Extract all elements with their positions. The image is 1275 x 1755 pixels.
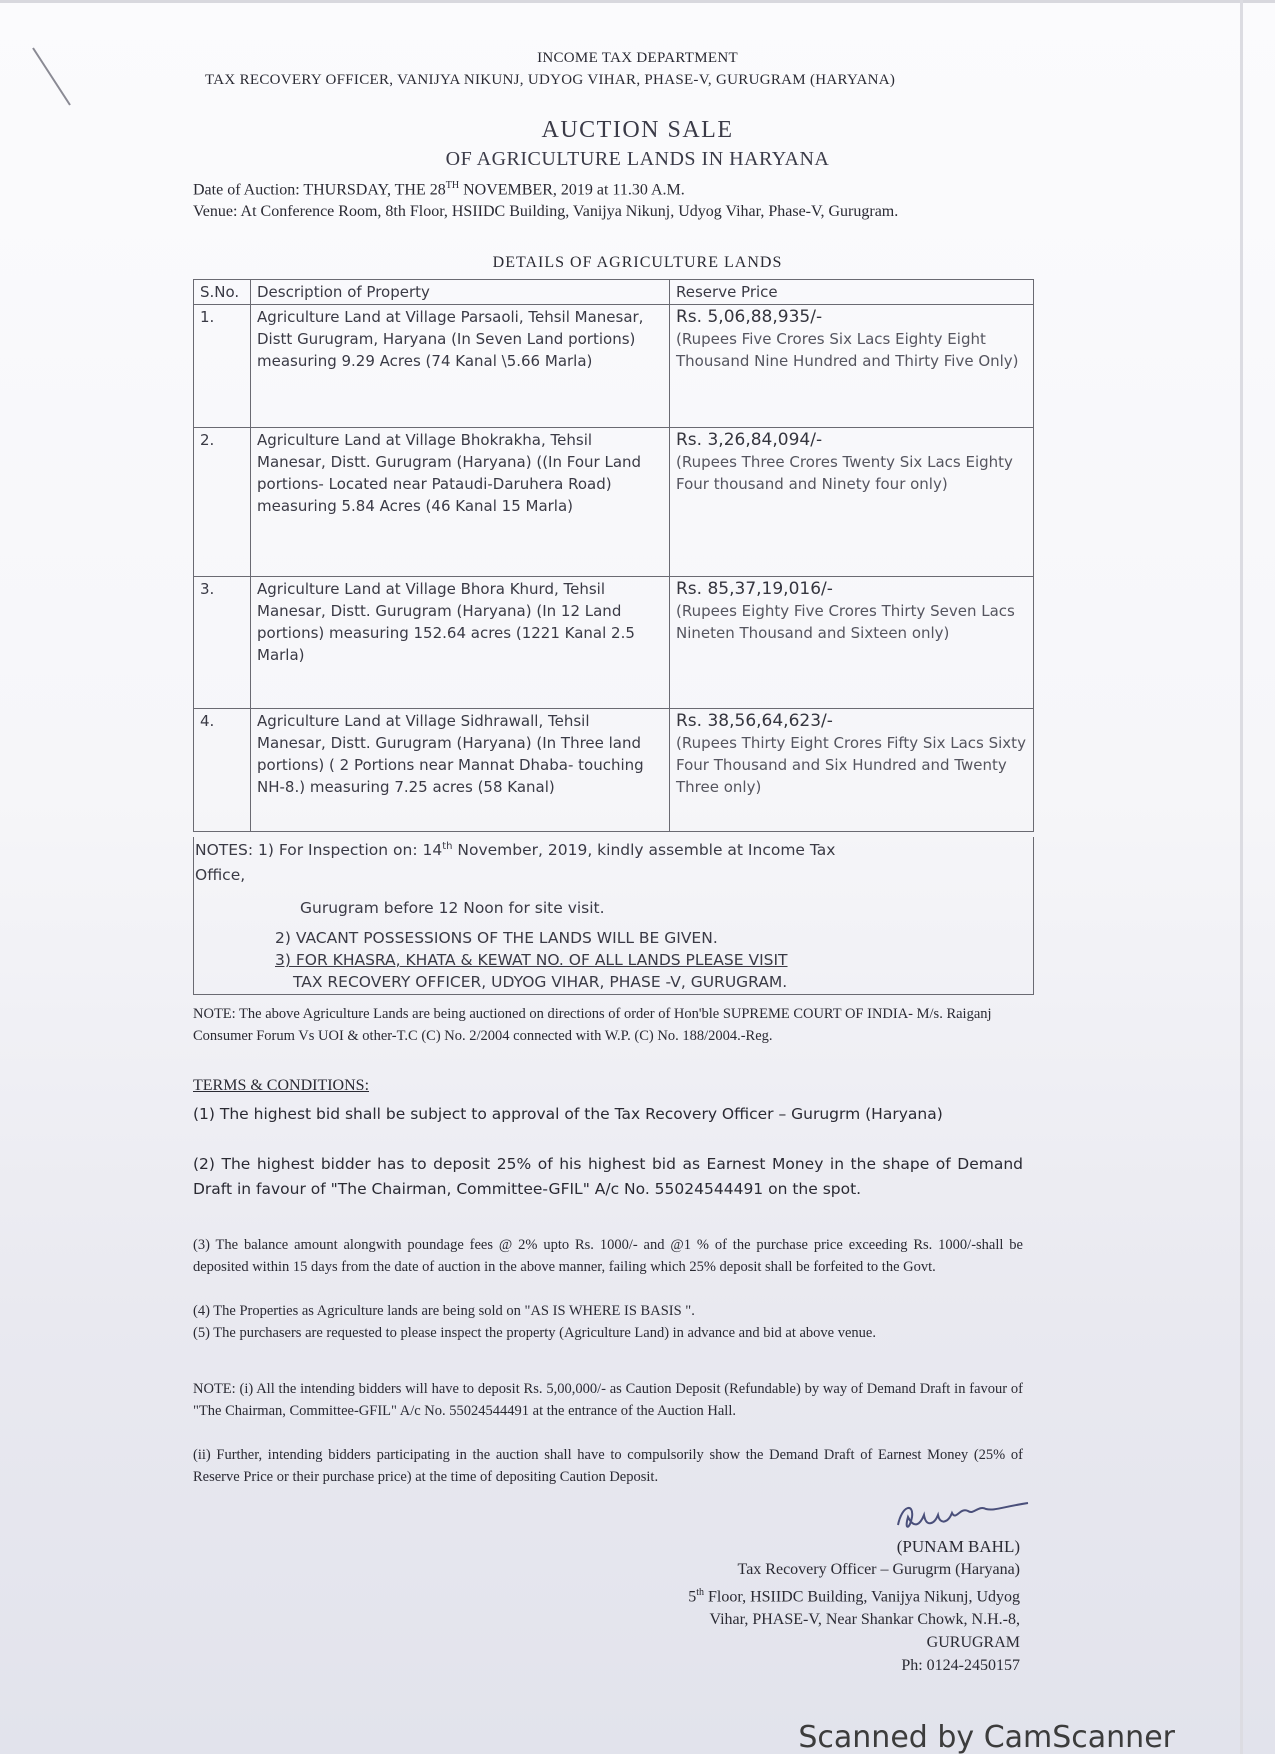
table-header-row xyxy=(194,280,1034,305)
handwritten-signature xyxy=(890,1495,1040,1540)
deposit-note-ii: (ii) Further, intending bidders participating in the auction shall have to compulsorily show the Demand Draft of Earnest Money (25% of Reserve Price or their purchase price) at the time of depositing Caution Deposit. xyxy=(193,1447,1023,1485)
note-1-continued: Office, xyxy=(195,866,246,884)
department-name: INCOME TAX DEPARTMENT xyxy=(537,50,738,66)
signatory-address-2: Vihar, PHASE-V, Near Shankar Chowk, N.H.-8, xyxy=(709,1611,1020,1629)
reserve-price-words: (Rupees Three Crores Twenty Six Lacs Eighty Four thousand and Ninety four only) xyxy=(676,453,1013,493)
row-sno: 3. xyxy=(194,577,251,709)
page-subtitle: OF AGRICULTURE LANDS IN HARYANA xyxy=(445,148,830,170)
term-4: (4) The Properties as Agriculture lands are being sold on "AS IS WHERE IS BASIS ". xyxy=(193,1303,695,1319)
note-1: NOTES: 1) For Inspection on: 14th November, 2019, kindly assemble at Income Tax xyxy=(195,841,836,860)
reserve-price: Rs. 38,56,64,623/- xyxy=(676,711,833,731)
header-sno: S.No. xyxy=(194,280,251,305)
note-3: 3) FOR KHASRA, KHATA & KEWAT NO. OF ALL LANDS PLEASE VISIT xyxy=(275,951,788,969)
auction-date: Date of Auction: THURSDAY, THE 28TH NOVEMBER, 2019 at 11.30 A.M. xyxy=(193,180,685,199)
notes-box xyxy=(193,837,1034,995)
reserve-price-words: (Rupees Thirty Eight Crores Fifty Six Lacs Sixty Four Thousand and Six Hundred and Twenty Three only) xyxy=(676,734,1026,796)
row-price-cell xyxy=(670,428,1034,577)
reserve-price-words: (Rupees Five Crores Six Lacs Eighty Eight Thousand Nine Hundred and Thirty Five Only) xyxy=(676,330,1019,370)
office-address: TAX RECOVERY OFFICER, VANIJYA NIKUNJ, UDYOG VIHAR, PHASE-V, GURUGRAM (HARYANA) xyxy=(205,72,896,88)
reserve-price: Rs. 5,06,88,935/- xyxy=(676,307,823,327)
signatory-name: (PUNAM BAHL) xyxy=(896,1537,1020,1556)
lands-table xyxy=(193,279,1034,832)
table-row xyxy=(194,428,1034,577)
deposit-note-i: NOTE: (i) All the intending bidders will have to deposit Rs. 5,00,000/- as Caution Deposit (Refundable) by way of Demand Draft in favour of "The Chairman, Committee-GFIL" A/c No. 55024544491 at the entrance of the Auction Hall. xyxy=(193,1381,1023,1419)
note-1-indent: Gurugram before 12 Noon for site visit. xyxy=(300,899,605,917)
table-title: DETAILS OF AGRICULTURE LANDS xyxy=(492,254,783,271)
term-2: (2) The highest bidder has to deposit 25% of his highest bid as Earnest Money in the shape of Demand Draft in favour of "The Chairman, Committee-GFIL" A/c No. 55024544491 on the spot. xyxy=(193,1155,1023,1198)
scan-top-edge xyxy=(0,0,1275,3)
reserve-price: Rs. 85,37,19,016/- xyxy=(676,579,833,599)
terms-heading: TERMS & CONDITIONS: xyxy=(193,1077,370,1094)
reserve-price: Rs. 3,26,84,094/- xyxy=(676,430,823,450)
term-3: (3) The balance amount alongwith poundage fees @ 2% upto Rs. 1000/- and @1 % of the purchase price exceeding Rs. 1000/-shall be deposited within 15 days from the date of auction in the above manner, failing which 25% deposit shall be forfeited to the Govt. xyxy=(193,1237,1023,1275)
row-description: Agriculture Land at Village Bhora Khurd, Tehsil Manesar, Distt. Gurugram (Haryana) (In 12 Land portions) measuring 152.64 acres (1221 Kanal 2.5 Marla) xyxy=(251,577,670,709)
note-3-continued: TAX RECOVERY OFFICER, UDYOG VIHAR, PHASE -V, GURUGRAM. xyxy=(293,973,788,991)
signature-block xyxy=(688,1535,1020,1677)
row-description: Agriculture Land at Village Bhokrakha, Tehsil Manesar, Distt. Gurugram (Haryana) ((In Four Land portions- Located near Pataudi-Daruhera Road) measuring 5.84 Acres (46 Kanal 15 Marla) xyxy=(251,428,670,577)
table-row xyxy=(194,305,1034,428)
row-description: Agriculture Land at Village Sidhrawall, Tehsil Manesar, Distt. Gurugram (Haryana) (In Three land portions) ( 2 Portions near Mannat Dhaba- touching NH-8.) measuring 7.25 acres (58 Kanal) xyxy=(251,709,670,832)
row-price-cell xyxy=(670,709,1034,832)
row-sno: 4. xyxy=(194,709,251,832)
signatory-address-1: 5th Floor, HSIIDC Building, Vanijya Nikunj, Udyog xyxy=(688,1587,1020,1606)
signatory-designation: Tax Recovery Officer – Gurugrm (Haryana) xyxy=(737,1561,1020,1578)
table-row xyxy=(194,577,1034,709)
term-1: (1) The highest bid shall be subject to approval of the Tax Recovery Officer – Gurugrm (Haryana) xyxy=(193,1105,943,1123)
row-description: Agriculture Land at Village Parsaoli, Tehsil Manesar, Distt Gurugram, Haryana (In Seven Land portions) measuring 9.29 Acres (74 Kanal \5.66 Marla) xyxy=(251,305,670,428)
term-5: (5) The purchasers are requested to please inspect the property (Agriculture Land) in advance and bid at above venue. xyxy=(193,1325,876,1341)
row-sno: 2. xyxy=(194,428,251,577)
header-price: Reserve Price xyxy=(670,280,1034,305)
scanner-watermark: Scanned by CamScanner xyxy=(798,1720,1175,1755)
row-price-cell xyxy=(670,305,1034,428)
header-description: Description of Property xyxy=(251,280,670,305)
table-row xyxy=(194,709,1034,832)
auction-venue: Venue: At Conference Room, 8th Floor, HSIIDC Building, Vanijya Nikunj, Udyog Vihar, Phase-V, Gurugram. xyxy=(193,203,899,220)
signatory-city: GURUGRAM xyxy=(926,1634,1020,1652)
row-sno: 1. xyxy=(194,305,251,428)
signatory-phone: Ph: 0124-2450157 xyxy=(901,1657,1020,1675)
court-note: NOTE: The above Agriculture Lands are being auctioned on directions of order of Hon'ble SUPREME COURT OF INDIA- M/s. Raiganj Consumer Forum Vs UOI & other-T.C (C) No. 2/2004 connected with W.P. (C) No. 188/2004.-Reg. xyxy=(193,1006,992,1044)
reserve-price-words: (Rupees Eighty Five Crores Thirty Seven Lacs Nineten Thousand and Sixteen only) xyxy=(676,602,1015,642)
row-price-cell xyxy=(670,577,1034,709)
note-2: 2) VACANT POSSESSIONS OF THE LANDS WILL BE GIVEN. xyxy=(275,929,718,947)
page-title: AUCTION SALE xyxy=(541,117,734,143)
